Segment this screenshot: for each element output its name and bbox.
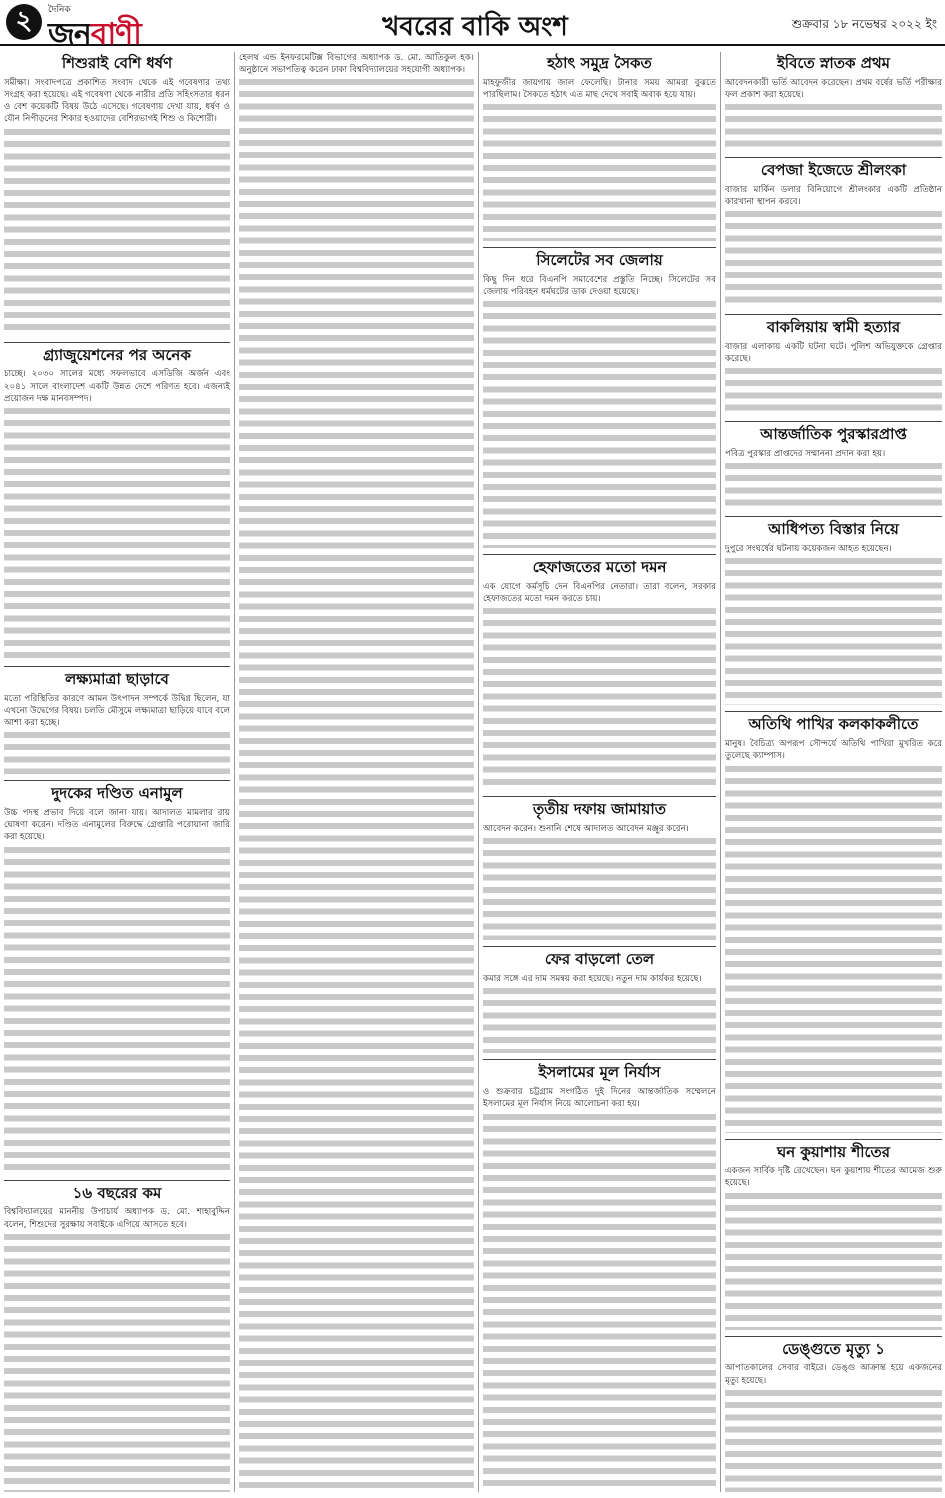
article (725, 711, 942, 1132)
article-body-continued (4, 844, 230, 1174)
article (725, 54, 942, 151)
article-body: সমীক্ষা। সংবাদপত্রে প্রকাশিত সংবাদ থেকে এই গবেষণার তথ্য সংগ্রহ করা হয়েছে। এই গবেষণা থেকে নারীর প্রতি সহিংসতার ধরন ও বেশ কয়েকটি বিষয় উঠে এসেছে। গবেষণায় দেখা যায়, ধর্ষণ ও যৌন নিপীড়নের শিকার হওয়াদের বেশিরভাগই শিশু ও কিশোরী। (4, 77, 230, 125)
article-body-continued (725, 365, 942, 415)
column-1 (4, 52, 230, 1492)
article (483, 554, 716, 790)
article (4, 54, 230, 336)
article (725, 516, 942, 705)
logo-part-1: জন (48, 17, 91, 52)
article-body-continued (725, 208, 942, 308)
article-body: মাহফুজীর জায়গায় জাল ফেলেছি। টানার সময় আমরা বুঝতে পারছিলাম। সৈকতে হঠাৎ এত মাছ দেখে সবাই অবাক হয়ে যায়। (483, 77, 716, 100)
article-body: বাজার এলাকায় একটি ঘটনা ঘটে। পুলিশ অভিযুক্তকে গ্রেপ্তার করেছে। (725, 342, 942, 365)
article (725, 421, 942, 510)
article-headline[interactable]: দুদকের দণ্ডিত এনামুল (4, 780, 230, 803)
article (483, 54, 716, 241)
column-4 (720, 52, 942, 1492)
article-body: হেলথ এন্ড ইনফরমেটিক্স বিভাগের অধ্যাপক ড. মো. আতিকুল হক। অনুষ্ঠানে সভাপতিত্ব করেন ঢাকা বিশ্ববিদ্যালয়ের সহযোগী অধ্যাপক। (239, 53, 474, 76)
article-body-continued (483, 605, 716, 790)
article-headline[interactable]: অতিথি পাখির কলকাকলীতে (725, 711, 942, 734)
article-body-continued (725, 1387, 942, 1492)
article-headline[interactable]: ফের বাড়লো তেল (483, 946, 716, 969)
article-headline[interactable]: তৃতীয় দফায় জামায়াত (483, 796, 716, 819)
article-body: উচ্চ পদস্থ প্রভাব দিয়ে বলে জানা যায়। আদালত মামলার রায় ঘোষণা করেন। দণ্ডিত এনামুলের বিরুদ্ধে গ্রেপ্তারি পরোয়ানা জারি করা হয়েছে। (4, 808, 230, 843)
article-body: মানুষ। বৈচিত্র্য অপরূপ সৌন্দর্যে অতিথি পাখিরা মুখরিত করে তুলেছে ক্যাম্পাস। (725, 739, 942, 762)
article-body: আপাতকালের সেবার বাইরে। ডেঙ্গু আক্রান্ত হয়ে একজনের মৃত্যু হয়েছে। (725, 1363, 942, 1386)
article-body-continued (483, 985, 716, 1053)
section-title: খবরের বাকি অংশ (382, 12, 568, 42)
article-body: আবেদন করেন। শুনানি শেষে আদালত আবেদন মঞ্জুর করেন। (483, 824, 689, 835)
article-body: বিশ্ববিদ্যালয়ের মাননীয় উপাচার্য অধ্যাপক ড. মো. শাহাবুদ্দিন বলেন, শিশুদের সুরক্ষায় সবাইকে এগিয়ে আসতে হবে। (4, 1207, 230, 1230)
article-body-continued (239, 76, 474, 1492)
article-headline[interactable]: আন্তর্জাতিক পুরস্কারপ্রাপ্ত (725, 421, 942, 444)
article (483, 796, 716, 940)
column-2 (234, 52, 474, 1492)
article (4, 666, 230, 774)
article (4, 342, 230, 660)
article-headline[interactable]: সিলেটের সব জেলায় (483, 247, 716, 270)
article-body-continued (483, 1111, 716, 1492)
article-body-continued (725, 460, 942, 510)
article-body: চাচ্ছে। ২০৩০ সালের মধ্যে সফলভাবে এসডিজি অর্জন এবং ২০৪১ সালে বাংলাদেশ একটি উন্নত দেশে পরিণত হবে। এজন্যই প্রয়োজন দক্ষ মানবসম্পদ। (4, 369, 230, 404)
article (4, 780, 230, 1173)
article-body-continued (725, 555, 942, 705)
article-body-continued (725, 1190, 942, 1330)
article-body: বাজার মার্কিন ডলার বিনিয়োগে শ্রীলংকার একটি প্রতিষ্ঠান কারখানা স্থাপন করবে। (725, 184, 942, 208)
article-body-continued (4, 729, 230, 774)
article (483, 1059, 716, 1492)
article-body-continued (725, 763, 942, 1133)
dateline: শুক্রবার ১৮ নভেম্বর ২০২২ ইং (791, 17, 937, 31)
article (725, 157, 942, 308)
article-headline[interactable]: লক্ষ্যমাত্রা ছাড়াবে (4, 666, 230, 689)
article-body-continued (4, 126, 230, 336)
article-body-continued (4, 1231, 230, 1492)
column-3 (478, 52, 716, 1492)
article-headline[interactable]: ডেঙ্গুতে মৃত্যু ১ (725, 1336, 942, 1359)
article (725, 1336, 942, 1492)
article-headline[interactable]: হঠাৎ সমুদ্র সৈকত (547, 54, 652, 72)
article (725, 314, 942, 415)
article-headline[interactable]: আধিপত্য বিস্তার নিয়ে (725, 516, 942, 539)
article-body: কমার সঙ্গে এর দাম সমন্বয় করা হয়েছে। নতুন দাম কার্যকর হয়েছে। (483, 974, 702, 985)
article-headline[interactable]: বেপজা ইজেডে শ্রীলংকা (725, 157, 942, 180)
article-body: দুপুরে সংঘর্ষের ঘটনায় কয়েকজন আহত হয়েছেন। (725, 544, 892, 555)
logo-prefix: দৈনিক (48, 5, 71, 15)
logo-part-2: বাণী (90, 17, 141, 52)
article-body: কিছু দিন ধরে বিএনপি সমাবেশের প্রস্তুতি নিচ্ছে। সিলেটের সব জেলায় পরিবহন ধর্মঘটের ডাক দেওয়া হয়েছে। (483, 274, 716, 298)
article-headline[interactable]: বাকলিয়ায় স্বামী হত্যার (725, 314, 942, 337)
article-body-continued (483, 835, 716, 940)
article-headline[interactable]: হেফাজতের মতো দমন (483, 554, 716, 577)
masthead (0, 0, 945, 52)
article-body-continued (4, 405, 230, 660)
article-body-continued (725, 101, 942, 151)
page-number: ২ (6, 4, 42, 40)
article-body-continued (483, 298, 716, 548)
article-headline[interactable]: ইবিতে স্নাতক প্রথম (776, 54, 890, 72)
article-body: এক যোগে কর্মসূচি দেন বিএনপির নেতারা। তারা বলেন, সরকার হেফাজতের মতো দমন করতে চায়। (483, 582, 716, 605)
article-headline[interactable]: ১৬ বছরের কম (4, 1180, 230, 1203)
article-body: ও শুক্রবার চট্টগ্রাম সংগঠিত দুই দিনের আন্তর্জাতিক সম্মেলনে ইসলামের মূল নির্যাস নিয়ে আলোচনা করা হয়। (483, 1087, 716, 1110)
article-headline[interactable]: ইসলামের মূল নির্যাস (483, 1059, 716, 1082)
article-body: মতো পরিস্থিতির কারণে আমন উৎপাদন সম্পর্কে উদ্বিগ্ন ছিলেন, যা এখনো উদ্বেগের বিষয়। চলতি মৌসুমে লক্ষ্যমাত্রা ছাড়িয়ে যাবে বলে আশা করা হচ্ছে। (4, 693, 230, 729)
article-body-continued (483, 101, 716, 241)
article-headline[interactable]: শিশুরাই বেশি ধর্ষণ (61, 54, 173, 72)
article (483, 247, 716, 548)
article-headline[interactable]: ঘন কুয়াশায় শীতের (725, 1139, 942, 1162)
article-body: আবেদনকারী ভর্তি আবেদন করেছেন। প্রথম বর্ষের ভর্তি পরীক্ষার ফল প্রকাশ করা হয়েছে। (725, 77, 942, 100)
article (4, 1180, 230, 1492)
article-headline[interactable]: গ্র্যাজুয়েশনের পর অনেক (4, 342, 230, 365)
article (483, 946, 716, 1053)
article-body: একজন সার্বিক দৃষ্টি রেখেছেন। ঘন কুয়াশায় শীতের আমেজ শুরু হয়েছে। (725, 1166, 942, 1189)
article-body: পবিত্র পুরস্কার প্রাপ্তদের সম্মাননা প্রদান করা হয়। (725, 449, 886, 460)
article (239, 52, 474, 1492)
article (725, 1139, 942, 1330)
